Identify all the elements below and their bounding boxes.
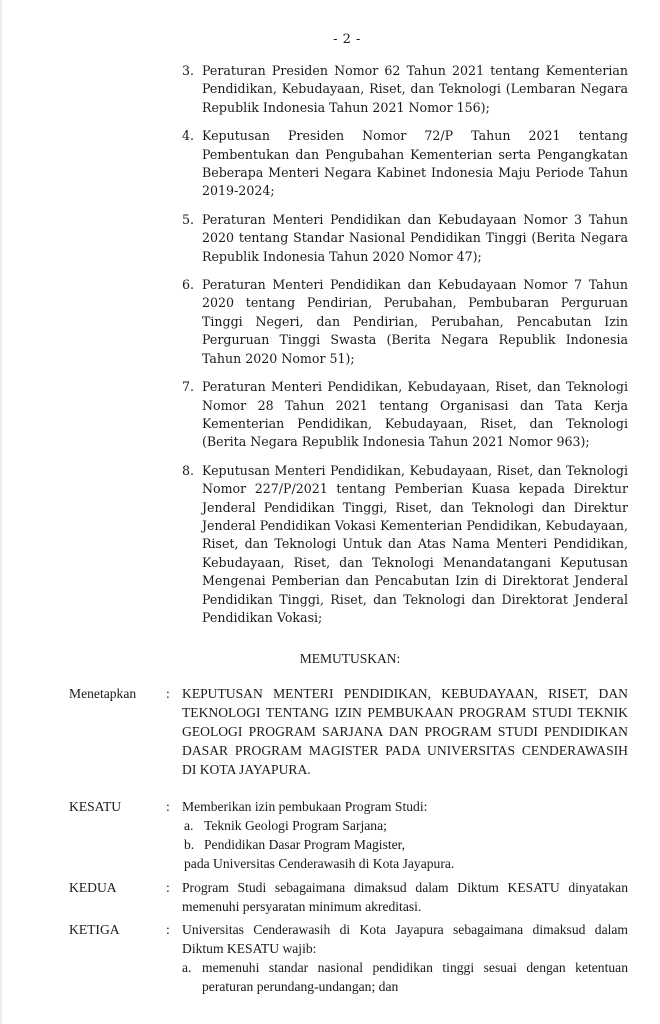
diktum-kesatu [69,797,628,873]
diktum-kedua [69,878,628,916]
legal-basis-item-8 [182,462,628,628]
legal-basis-item-5 [182,211,628,266]
legal-basis-list [182,62,628,637]
item-text: Peraturan Menteri Pendidikan dan Kebudayaan Nomor 3 Tahun 2020 tentang Standar Nasional Pendidikan Tinggi (Berita Negara Republik Indonesia Tahun 2020 Nomor 47); [202,211,628,264]
diktum-body [182,920,628,996]
diktum-menetapkan [69,684,628,779]
item-number: 7. [182,379,195,395]
item-text: Peraturan Menteri Pendidikan dan Kebudayaan Nomor 7 Tahun 2020 tentang Pendirian, Perubahan, Pembubaran Perguruan Tinggi Negeri, dan Pendirian, Perubahan, Pencabutan Izin Perguruan Tinggi Swasta (Berita Negara Republik Indonesia Tahun 2020 Nomor 51); [202,277,628,366]
decree-title: KEPUTUSAN MENTERI PENDIDIKAN, KEBUDAYAAN, RISET, DAN TEKNOLOGI TENTANG IZIN PEMBUKAAN PROGRAM STUDI TEKNIK GEOLOGI PROGRAM SARJANA DAN PROGRAM STUDI PENDIDIKAN DASAR PROGRAM MAGISTER PADA UNIVERSITAS CENDERAWASIH DI KOTA JAYAPURA. [182,686,628,777]
diktum-colon: : [166,799,170,814]
legal-basis-item-7 [182,378,628,452]
diktum-label: Menetapkan [69,686,137,701]
item-number: 4. [182,128,195,144]
diktum-body: Program Studi sebagaimana dimaksud dalam Diktum KESATU dinyatakan memenuhi persyaratan minimum akreditasi. [182,880,628,914]
item-text: Pendidikan Dasar Program Magister, [204,837,406,852]
page-number: - 2 - [333,32,361,47]
legal-basis-item-4 [182,127,628,201]
item-text: Teknik Geologi Program Sarjana; [204,818,387,833]
item-number: 8. [182,462,195,478]
item-text: Keputusan Menteri Pendidikan, Kebudayaan, Riset, dan Teknologi Nomor 227/P/2021 tentang Pemberian Kuasa kepada Direktur Jenderal Pendidikan Tinggi, Riset, dan Teknologi dan Direktur Jenderal Pendidikan Vokasi Kementerian Pendidikan, Kebudayaan, Riset, dan Teknologi Untuk dan Atas Nama Menteri Pendidikan, Kebudayaan, Riset, dan Teknologi Menandatangani Keputusan Mengenai Pemberian dan Pencabutan Izin di Direktorat Jenderal Pendidikan Tinggi, Riset, dan Teknologi dan Direktorat Jenderal Pendidikan Vokasi; [202,462,628,625]
item-number: 6. [182,277,195,293]
diktum-label: KEDUA [69,880,117,895]
study-program-list [182,816,628,854]
diktum-body [182,797,628,873]
diktum-label: KETIGA [69,922,120,937]
item-text: memenuhi standar nasional pendidikan tinggi sesuai dengan ketentuan peraturan perundang-undangan; dan [202,960,628,994]
item-text: Peraturan Menteri Pendidikan, Kebudayaan, Riset, dan Teknologi Nomor 28 Tahun 2021 tentang Organisasi dan Tata Kerja Kementerian Pendidikan, Kebudayaan, Riset, dan Teknologi (Berita Negara Republik Indonesia Tahun 2021 Nomor 963); [202,379,628,450]
diktum-intro: Memberikan izin pembukaan Program Studi: [182,799,428,814]
legal-basis-item-6 [182,276,628,368]
item-number: 5. [182,211,195,227]
obligation-list [182,958,628,996]
item-number: 3. [182,63,195,78]
study-program-item [182,816,628,835]
diktum-ketiga [69,920,628,996]
obligation-item [182,958,628,996]
diktum-label: KESATU [69,799,122,814]
item-text: Peraturan Presiden Nomor 62 Tahun 2021 tentang Kementerian Pendidikan, Kebudayaan, Riset, dan Teknologi (Lembaran Negara Republik Indonesia Tahun 2021 Nomor 156); [202,63,628,115]
item-text: Keputusan Presiden Nomor 72/P Tahun 2021 tentang Pembentukan dan Pengubahan Kementerian serta Pengangkatan Beberapa Menteri Negara Kabinet Indonesia Maju Periode Tahun 2019-2024; [202,128,628,199]
diktum-colon: : [166,922,170,937]
item-letter: b. [184,837,195,852]
item-letter: a. [182,960,192,975]
study-program-item [182,835,628,854]
item-letter: a. [184,818,194,833]
diktum-intro: Universitas Cenderawasih di Kota Jayapura sebagaimana dimaksud dalam Diktum KESATU wajib: [182,922,628,956]
decision-heading: MEMUTUSKAN: [299,651,401,666]
legal-basis-item-3 [182,62,628,117]
diktum-colon: : [166,880,170,895]
diktum-closing: pada Universitas Cenderawasih di Kota Jayapura. [184,856,455,871]
diktum-colon: : [166,686,170,701]
